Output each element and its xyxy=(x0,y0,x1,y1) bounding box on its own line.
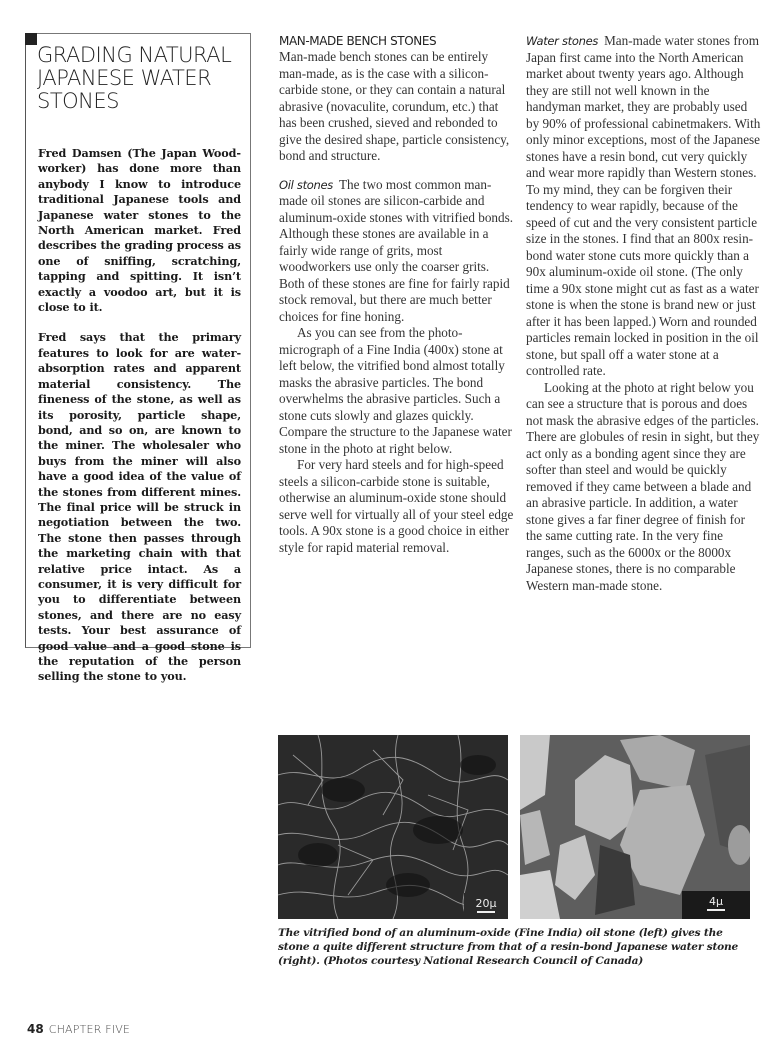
body-paragraph: Man-made bench stones can be entirely man-made, as is the case with a silicon-carbide stone, or they can contain a natural abrasive (novaculite, corundum, etc.) that has been crushed, sieved and rebonded to give the desired shape, particle consistency, bond and structure. xyxy=(279,49,510,163)
runin-heading-water-stones: Water stones xyxy=(526,34,599,48)
sidebar-paragraph: Fred says that the primary features to look for are water-absorption rates and apparent material consistency. The fineness of the stone, as well as its porosity, particle shape, bond, and so on, are known to the miner. The wholesaler who buys from the miner will also have a good idea of the value of the stones from different mines. The final price will be struck in negotiation between the two. The stone then passes through the marketing chain with that relative price intact. As a consumer, it is very difficult for you to differentiate between stones, and there are no easy tests. Your best assurance of good value and a good stone is the reputation of the person selling the stone to you. xyxy=(38,330,241,684)
body-paragraph: Looking at the photo at right below you can see a structure that is porous and does not mask the abrasive edges of the particles. There are globules of resin in sight, but they act only as a bonding agent since they are softer than steel and would be quickly removed if they came between a blade and an abrasive particle. In addition, a water stone gives a far finer degree of finish for the same cutting rate. In the very fine ranges, such as the 6000x or the 8000x Japanese stones, there is no comparable Western man-made stone. xyxy=(526,379,760,593)
column-right xyxy=(526,33,762,594)
body-paragraph: As you can see from the photomicrograph of a Fine India (400x) stone at left below, the vitrified bond almost totally masks the abrasive particles. The bond overwhelms the abrasive particles. Such a stone cuts slowly and glazes quickly. Compare the structure to the Japanese water stone in the photo at right below. xyxy=(279,325,512,456)
sidebar-box xyxy=(25,33,251,684)
page-number: 48 xyxy=(27,1022,44,1036)
sidebar-corner-marker xyxy=(25,33,37,45)
body-paragraph xyxy=(279,177,515,326)
sidebar-body xyxy=(38,146,241,700)
body-paragraph: For very hard steels and for high-speed steels a silicon-carbide stone is suitable, otherwise an aluminum-oxide stone should serve well for virtually all of your steel edge tools. A 90x stone is a good choice in either style for rapid material removal. xyxy=(279,457,514,555)
section-heading: MAN-MADE BENCH STONES xyxy=(279,34,437,48)
photo-caption: The vitrified bond of an aluminum-oxide (Fine India) oil stone (left) gives the stone a quite different structure from that of a resin-bond Japanese water stone (right). (Photos courtesy National Research Council of Canada) xyxy=(278,927,739,967)
body-text: Man-made water stones from Japan first came into the North American market about twenty years ago. Although they are still not well known in the handyman market, they are probably used by 90% of professional cabinetmakers. With only minor exceptions, most of the Japanese stones have a resin bond, cut very quickly and wear more rapidly than Western stones. To my mind, they can be forgiven their tendency to wear rapidly, because of the speed of cut and the very consistent particle size in the stones. I find that an 800x resin-bond water stone cuts more quickly than a 90x aluminum-oxide oil stone. (The only time a 90x stone might cut as fast as a water stone is when the stone is brand new or just after it has been lapped.) Worn and rounded particles remain locked in position in the oil stone, but spall off a water stone at a controlled rate. xyxy=(526,33,761,378)
column-middle xyxy=(279,33,515,556)
scale-bar-right xyxy=(682,891,750,919)
body-paragraph xyxy=(526,33,762,380)
body-text: The two most common man-made oil stones are silicon-carbide and aluminum-oxide stones with vitrified bonds. Although these stones are available in a fairly wide range of grits, most woodworkers use only the coarser grits. Both of these stones are fine for fairly rapid stock removal, but there are much better choices for fine honing. xyxy=(279,176,514,324)
scale-label-right: 4μ xyxy=(709,895,723,908)
micrograph-fine-india-photo xyxy=(278,735,508,919)
micrograph-water-stone-photo xyxy=(520,735,750,919)
page-footer xyxy=(27,1022,130,1037)
sidebar-paragraph: Fred Damsen (The Japan Woodworker) has done more than anybody I know to introduce traditional Japanese tools and Japanese water stones to the North American market. Fred describes the grading process as one of sniffing, scratching, tapping and spitting. It isn’t exactly a voodoo art, but it is close to it. xyxy=(38,146,241,315)
runin-heading-oil-stones: Oil stones xyxy=(279,177,333,192)
scale-label-left: 20μ xyxy=(475,897,497,910)
chapter-label: CHAPTER FIVE xyxy=(48,1023,131,1036)
sidebar-title: GRADING NATURAL JAPANESE WATER STONES xyxy=(37,43,232,113)
scale-bar-left xyxy=(464,893,508,919)
micrograph-left-image xyxy=(278,735,508,919)
